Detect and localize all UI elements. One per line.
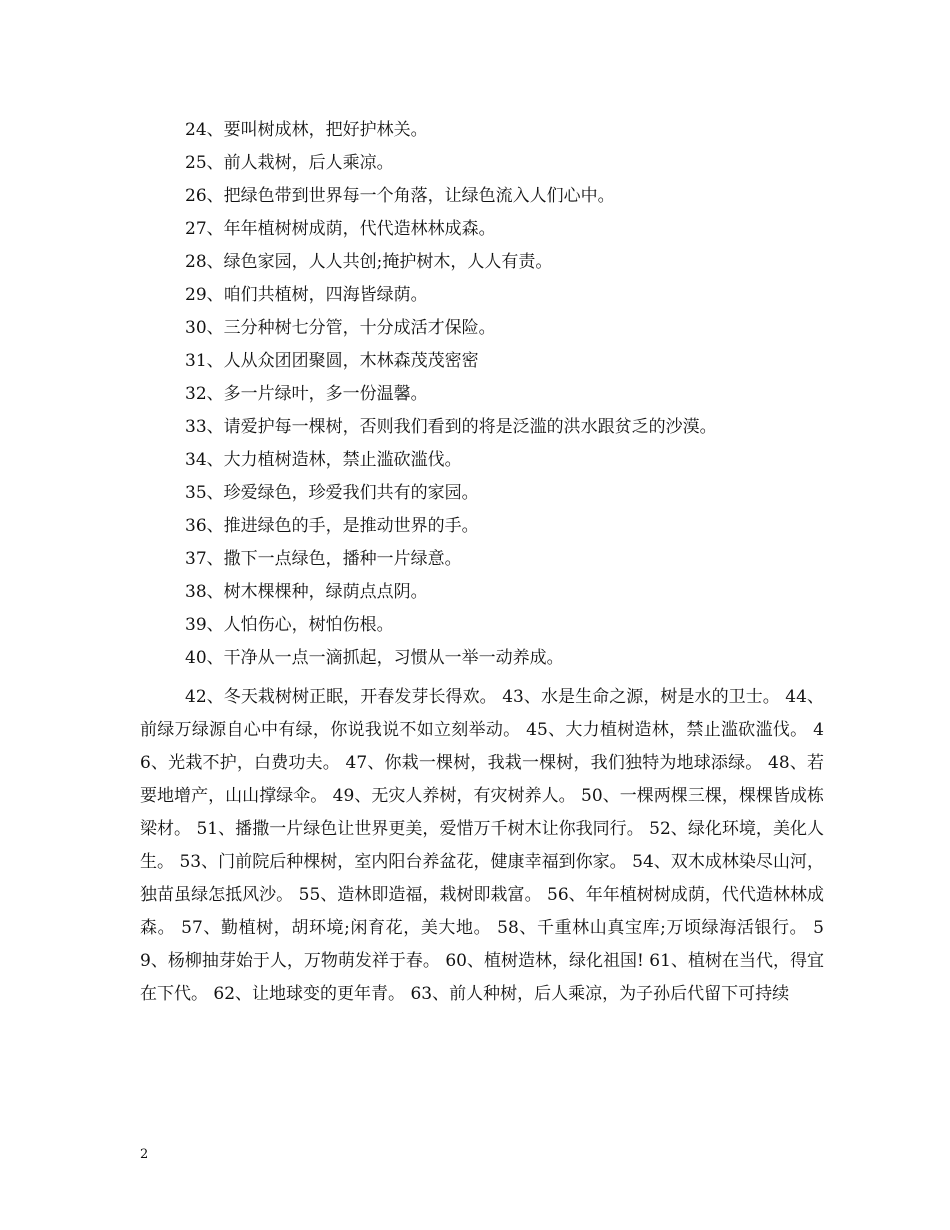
slogan-item: 38、树木棵棵种，绿荫点点阴。 <box>185 582 428 602</box>
slogan-list <box>185 117 717 678</box>
slogan-item: 35、珍爱绿色，珍爱我们共有的家园。 <box>185 483 479 503</box>
page-number: 2 <box>140 1147 149 1162</box>
slogan-item: 27、年年植树树成荫，代代造林林成森。 <box>185 219 496 239</box>
slogan-item: 36、推进绿色的手，是推动世界的手。 <box>185 516 479 536</box>
slogan-item: 33、请爱护每一棵树，否则我们看到的将是泛滥的洪水跟贫乏的沙漠。 <box>185 417 717 437</box>
slogan-item: 30、三分种树七分管，十分成活才保险。 <box>185 318 496 338</box>
slogan-item: 29、咱们共植树，四海皆绿荫。 <box>185 285 428 305</box>
slogan-item: 24、要叫树成林，把好护林关。 <box>185 120 428 140</box>
slogan-item: 39、人怕伤心，树怕伤根。 <box>185 615 394 635</box>
slogan-item: 32、多一片绿叶，多一份温馨。 <box>185 384 428 404</box>
slogan-item: 26、把绿色带到世界每一个角落，让绿色流入人们心中。 <box>185 186 615 206</box>
slogan-item: 37、撒下一点绿色，播种一片绿意。 <box>185 549 462 569</box>
slogan-item: 28、绿色家园，人人共创;掩护树木，人人有责。 <box>185 252 553 272</box>
slogan-item: 34、大力植树造林，禁止滥砍滥伐。 <box>185 450 462 470</box>
slogan-paragraph: 42、冬天栽树树正眠，开春发芽长得欢。 43、水是生命之源，树是水的卫士。 44、前绿万绿源自心中有绿，你说我说不如立刻举动。 45、大力植树造林，禁止滥砍滥伐。 46、光栽不护，白费功夫。 47、你栽一棵树，我栽一棵树，我们独特为地球添绿。 48、若要地增产，山山撑绿伞。 49、无灾人养树，有灾树养人。 50、一棵两棵三棵，棵棵皆成栋梁材。 51、播撒一片绿色让世界更美，爱惜万千树木让你我同行。 52、绿化环境，美化人生。 53、门前院后种棵树，室内阳台养盆花，健康幸福到你家。 54、双木成林染尽山河，独苗虽绿怎抵风沙。 55、造林即造福，栽树即栽富。 56、年年植树树成荫，代代造林林成森。 57、勤植树，胡环境;闲育花，美大地。 58、千重林山真宝库;万顷绿海活银行。 59、杨柳抽芽始于人，万物萌发祥于春。 60、植树造林，绿化祖国! 61、植树在当代，得宜在下代。 62、让地球变的更年青。 63、前人种树，后人乘凉，为子孙后代留下可持续 <box>140 687 824 1004</box>
slogan-item: 40、干净从一点一滴抓起，习惯从一举一动养成。 <box>185 648 564 668</box>
slogan-item: 31、人从众团团聚圆，木林森茂茂密密 <box>185 351 479 371</box>
slogan-item: 25、前人栽树，后人乘凉。 <box>185 153 394 173</box>
